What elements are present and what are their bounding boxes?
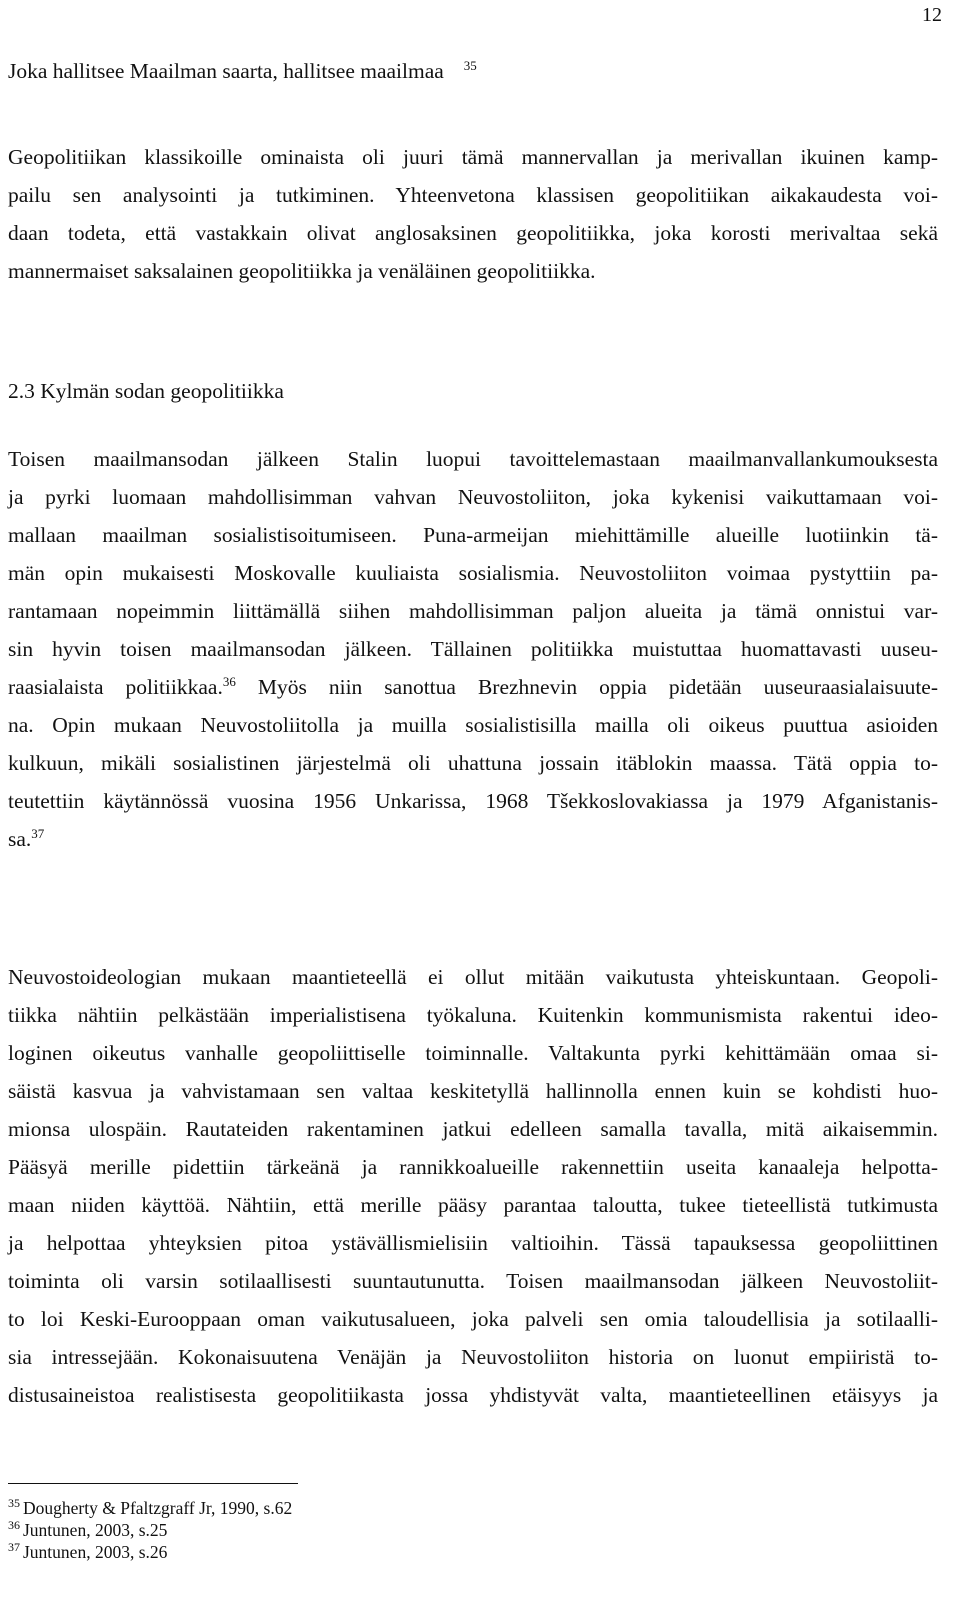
footnote-ref-36[interactable]: 36 [222, 673, 236, 689]
text-segment: Myös niin sanottua Brezhnevin oppia pidetään uuseuraasialaisuute- [235, 675, 939, 699]
text-line: toiminta oli varsin sotilaallisesti suuntautunutta. Toisen maailmansodan jälkeen Neuvostoliit- [8, 1269, 938, 1293]
subsection-heading: 2.3 Kylmän sodan geopolitiikka [8, 379, 284, 403]
text-line: maan niiden käyttöä. Nähtiin, että merille pääsy parantaa taloutta, tukee tieteellistä tutkimusta [8, 1193, 938, 1217]
footnote-36 [8, 1519, 292, 1541]
text-line: daan todeta, että vastakkain olivat anglosaksinen geopolitiikka, joka korosti merivaltaa sekä [8, 221, 938, 245]
text-line: pailu sen analysointi ja tutkiminen. Yhteenvetona klassisen geopolitiikan aikakaudesta voi- [8, 183, 938, 207]
text-line: Toisen maailmansodan jälkeen Stalin luopui tavoittelemastaan maailmanvallankumouksesta [8, 447, 938, 471]
text-line: kulkuun, mikäli sosialistinen järjestelmä oli uhattuna jossain itäblokin maassa. Tätä oppia to- [8, 751, 938, 775]
text-line: distusaineistoa realistisesta geopolitiikasta jossa yhdistyvät valta, maantieteellinen etäisyys ja [8, 1383, 938, 1407]
footnotes [8, 1497, 292, 1563]
heading-text: Joka hallitsee Maailman saarta, hallitsee maailmaa [8, 59, 444, 83]
footnote-number: 35 [8, 1496, 20, 1511]
text-line: tiikka nähtiin pelkästään imperialistisena työkaluna. Kuitenkin kommunismista rakentui ideo- [8, 1003, 938, 1027]
text-line: säistä kasvua ja vahvistamaan sen valtaa keskitetyllä hallinnolla ennen kuin se kohdisti huo- [8, 1079, 938, 1103]
text-line: mannermaiset saksalainen geopolitiikka ja venäläinen geopolitiikka. [8, 259, 596, 283]
text-line: ja helpottaa yhteyksien pitoa ystävällismielisiin valtioihin. Tässä tapauksessa geopoliittinen [8, 1231, 938, 1255]
section-heading [8, 58, 477, 84]
footnote-number: 36 [8, 1518, 20, 1533]
text-line: teutettiin käytännössä vuosina 1956 Unkarissa, 1968 Tšekkoslovakiassa ja 1979 Afganistanis- [8, 789, 938, 813]
page-number: 12 [922, 4, 942, 26]
text-line [8, 820, 938, 858]
text-segment: raasialaista politiikkaa. [8, 675, 223, 699]
text-line: loginen oikeutus vanhalle geopoliittiselle toiminnalle. Valtakunta pyrki kehittämään omaa si- [8, 1041, 938, 1065]
text-line: mallaan maailman sosialistisoitumiseen. Puna-armeijan miehittämille alueille luotiinkin tä- [8, 523, 938, 547]
text-line [8, 668, 938, 706]
footnote-separator [8, 1483, 298, 1484]
text-line: sin hyvin toisen maailmansodan jälkeen. Tällainen politiikka muistuttaa huomattavasti uuseu- [8, 637, 938, 661]
footnote-number: 37 [8, 1540, 20, 1555]
text-segment: sa. [8, 827, 32, 851]
text-line: Neuvostoideologian mukaan maantieteellä ei ollut mitään vaikutusta yhteiskuntaan. Geopoli- [8, 965, 938, 989]
text-line: mionsa ulospäin. Rautateiden rakentaminen jatkui edelleen samalla tavalla, mitä aikaisemmin. [8, 1117, 938, 1141]
text-line: na. Opin mukaan Neuvostoliitolla ja muilla sosialistisilla mailla oli oikeus puuttua asioiden [8, 713, 938, 737]
text-line: sia intressejään. Kokonaisuutena Venäjän ja Neuvostoliiton historia on luonut empiiristä to- [8, 1345, 938, 1369]
paragraph-2 [8, 440, 938, 858]
text-line: rantamaan nopeimmin liittämällä siihen mahdollisimman paljon alueita ja tämä onnistui var- [8, 599, 938, 623]
text-line: to loi Keski-Eurooppaan oman vaikutusalueen, joka palveli sen omia taloudellisia ja sotilaalli- [8, 1307, 938, 1331]
text-line: män opin mukaisesti Moskovalle kuuliaista sosialismia. Neuvostoliiton voimaa pystyttiin pa- [8, 561, 938, 585]
footnote-ref-37[interactable]: 37 [31, 825, 45, 841]
footnote-ref-35[interactable]: 35 [463, 57, 477, 73]
text-line: ja pyrki luomaan mahdollisimman vahvan Neuvostoliiton, joka kykenisi vaikuttamaan voi- [8, 485, 938, 509]
text-line: Pääsyä merille pidettiin tärkeänä ja rannikkoalueille rakennettiin useita kanaaleja helpotta- [8, 1155, 938, 1179]
footnote-37 [8, 1541, 292, 1563]
text-line: Geopolitiikan klassikoille ominaista oli juuri tämä mannervallan ja merivallan ikuinen kamp- [8, 145, 938, 169]
footnote-text: Juntunen, 2003, s.25 [23, 1520, 168, 1540]
footnote-35 [8, 1497, 292, 1519]
paragraph-3 [8, 958, 938, 1414]
footnote-text: Juntunen, 2003, s.26 [23, 1542, 168, 1562]
footnote-text: Dougherty & Pfaltzgraff Jr, 1990, s.62 [23, 1498, 293, 1518]
paragraph-1 [8, 138, 938, 290]
